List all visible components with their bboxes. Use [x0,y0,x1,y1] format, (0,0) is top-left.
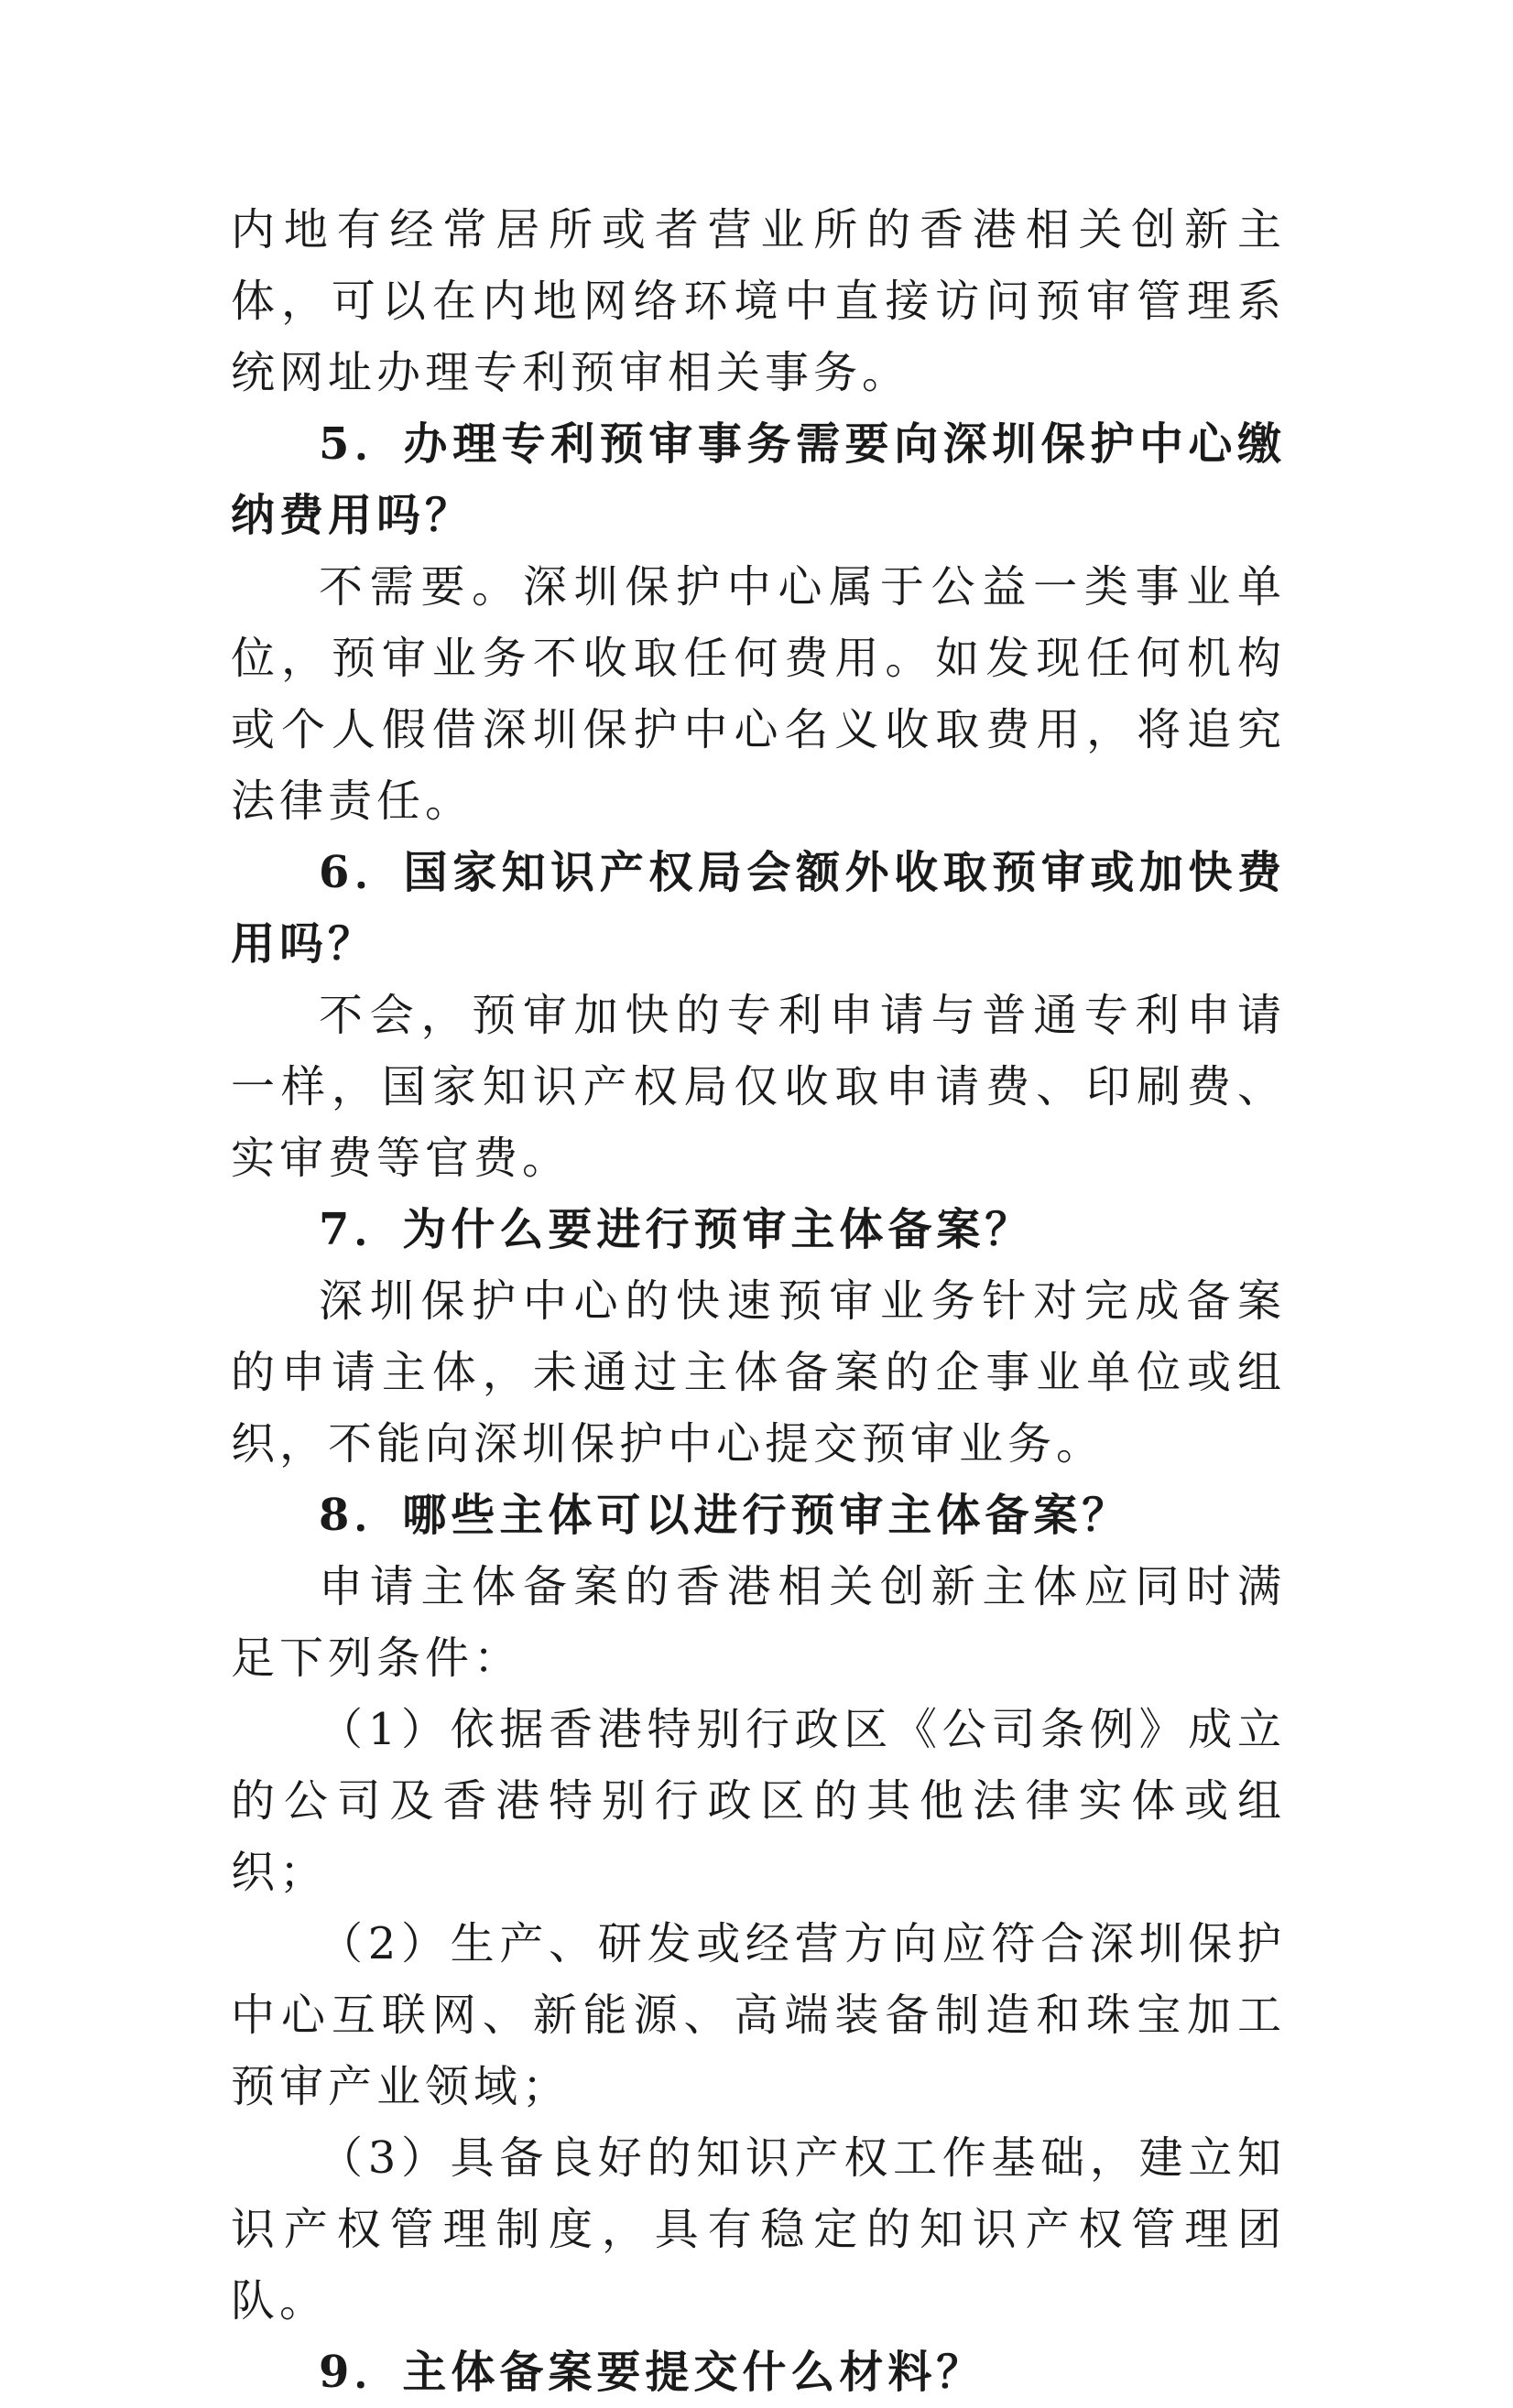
answer-5: 不需要。深圳保护中心属于公益一类事业单位，预审业务不收取任何费用。如发现任何机构或个人假借深圳保护中心名义收取费用，将追究法律责任。 [231,561,1286,827]
document-page [231,194,1286,2408]
answer-8-item-1: （1）依据香港特别行政区《公司条例》成立的公司及香港特别行政区的其他法律实体或组织； [231,1704,1286,1898]
question-6-heading: 6．国家知识产权局会额外收取预审或加快费用吗？ [231,847,1286,970]
answer-8-item-2: （2）生产、研发或经营方向应符合深圳保护中心互联网、新能源、高端装备制造和珠宝加工预审产业领域； [231,1918,1286,2112]
question-7-heading: 7．为什么要进行预审主体备案？ [319,1204,1034,1255]
question-5-heading: 5．办理专利预审事务需要向深圳保护中心缴纳费用吗？ [231,418,1286,541]
question-8-heading: 8．哪些主体可以进行预审主体备案？ [319,1490,1131,1541]
answer-6: 不会，预审加快的专利申请与普通专利申请一样，国家知识产权局仅收取申请费、印刷费、实审费等官费。 [231,990,1286,1184]
question-9-heading: 9．主体备案要提交什么材料？ [319,2347,985,2398]
answer-8-intro: 申请主体备案的香港相关创新主体应同时满足下列条件： [231,1561,1286,1684]
answer-7: 深圳保护中心的快速预审业务针对完成备案的申请主体，未通过主体备案的企事业单位或组织，不能向深圳保护中心提交预审业务。 [231,1275,1286,1470]
answer-8-item-3: （3）具备良好的知识产权工作基础，建立知识产权管理制度，具有稳定的知识产权管理团队。 [231,2132,1286,2327]
paragraph-continuation: 内地有经常居所或者营业所的香港相关创新主体，可以在内地网络环境中直接访问预审管理系统网址办理专利预审相关事务。 [231,204,1286,398]
